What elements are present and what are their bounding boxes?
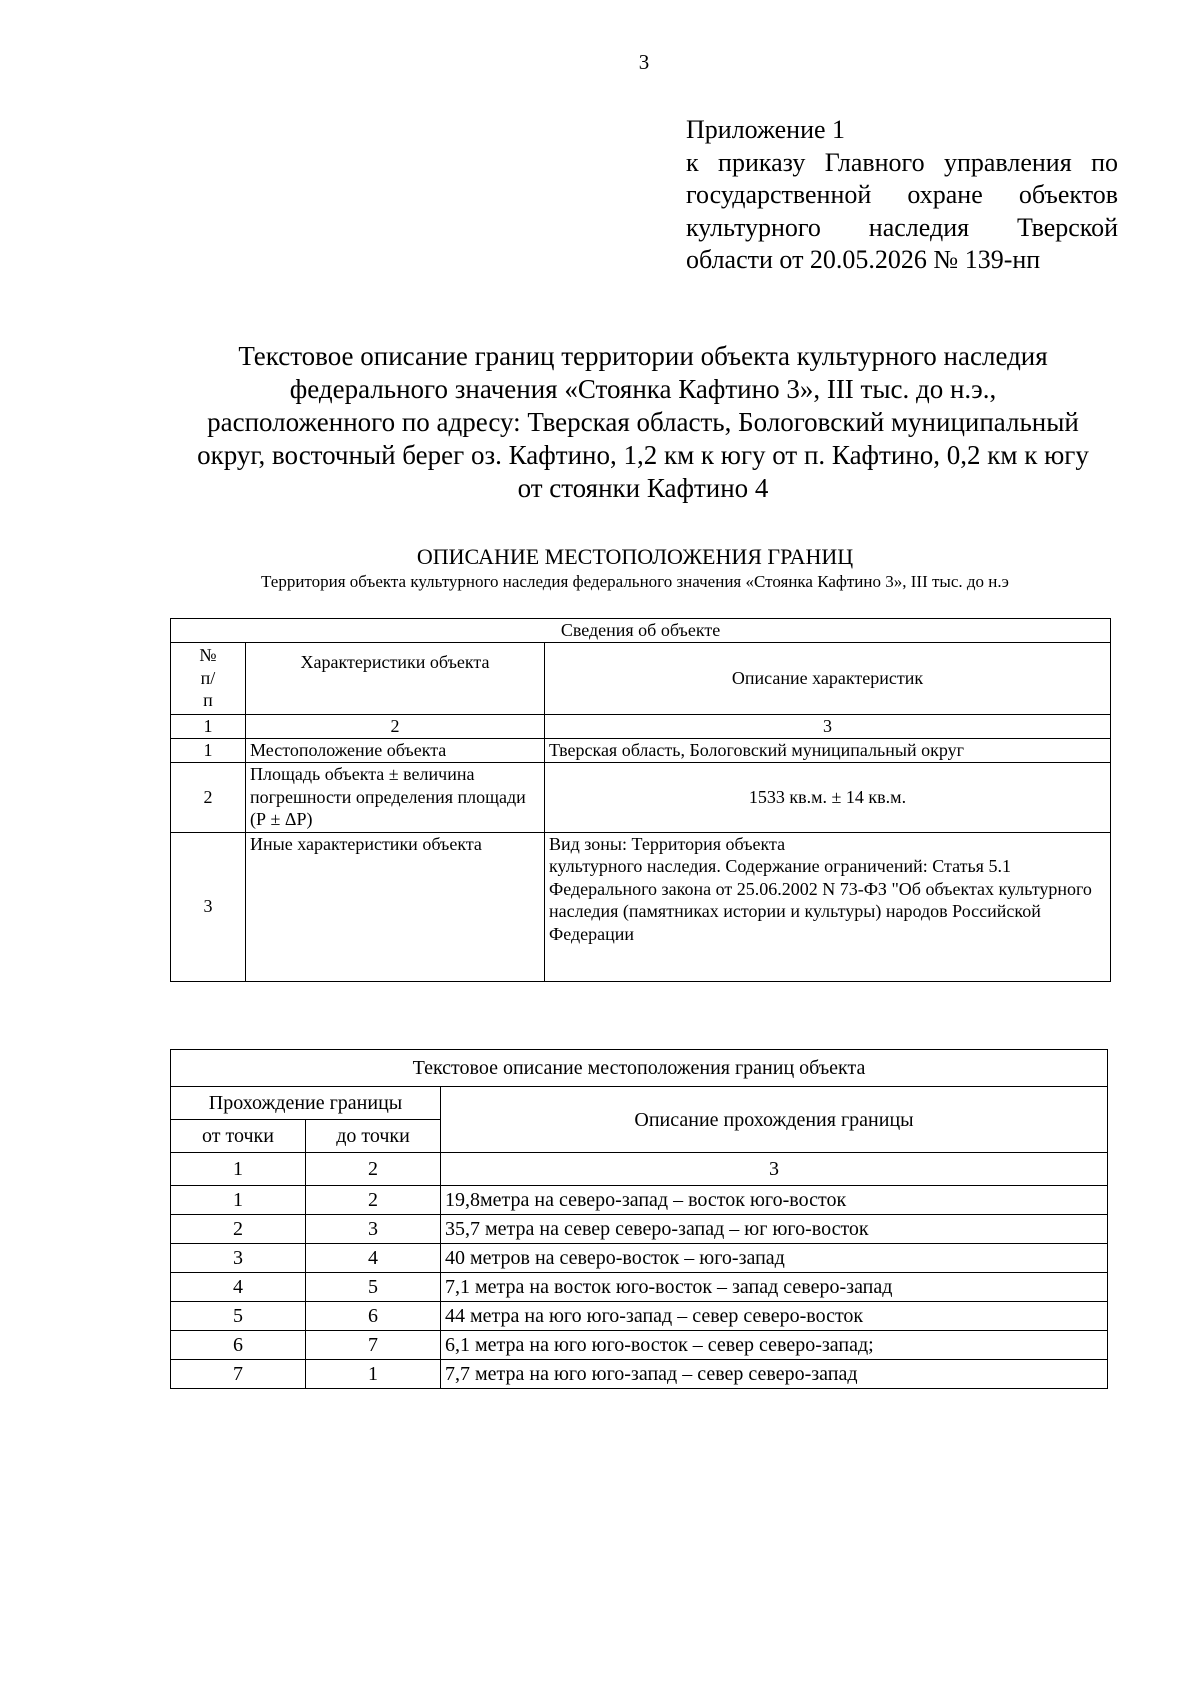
row-characteristic: Местоположение объекта — [246, 738, 545, 762]
header-description: Описание характеристик — [545, 642, 1111, 714]
index-cell: 2 — [246, 714, 545, 738]
boundary-description: 35,7 метра на север северо-запад – юг юго-восток — [441, 1215, 1108, 1244]
title-line-4: округ, восточный берег оз. Кафтино, 1,2 км к югу от п. Кафтино, 0,2 км к югу — [197, 440, 1089, 470]
to-point: 2 — [306, 1186, 441, 1215]
boundary-description: 7,7 метра на юго юго-запад – север северо-запад — [441, 1360, 1108, 1389]
table-row — [171, 1244, 1108, 1273]
table-row — [171, 1331, 1108, 1360]
header-boundary-description: Описание прохождения границы — [441, 1087, 1108, 1153]
object-info-table — [170, 618, 1111, 982]
from-point: 3 — [171, 1244, 306, 1273]
row-description — [545, 832, 1111, 981]
table-row — [171, 1186, 1108, 1215]
table-row — [171, 762, 1111, 832]
table-row — [171, 1360, 1108, 1389]
table-row — [171, 1302, 1108, 1331]
row-num: 3 — [171, 832, 246, 981]
boundary-description: 40 метров на северо-восток – юго-запад — [441, 1244, 1108, 1273]
from-point: 6 — [171, 1331, 306, 1360]
header-from-point: от точки — [171, 1120, 306, 1153]
row-num: 1 — [171, 738, 246, 762]
from-point: 5 — [171, 1302, 306, 1331]
row-description-line-1: Вид зоны: Территория объекта — [549, 833, 786, 854]
header-num-line-2: п/ — [200, 667, 216, 688]
to-point: 4 — [306, 1244, 441, 1273]
appendix-block — [686, 114, 1118, 277]
appendix-reference: к приказу Главного управления по государственной охране объектов культурного наследия Тверской области от 20.05.2026 № 139-нп — [686, 147, 1118, 274]
section-subheading: Территория объекта культурного наследия федерального значения «Стоянка Кафтино 3», III тыс. до н.э — [261, 572, 1009, 591]
appendix-title: Приложение 1 — [686, 115, 846, 144]
from-point: 7 — [171, 1360, 306, 1389]
boundary-table — [170, 1049, 1108, 1389]
to-point: 5 — [306, 1273, 441, 1302]
from-point: 1 — [171, 1186, 306, 1215]
title-line-3: расположенного по адресу: Тверская область, Бологовский муниципальный — [207, 407, 1079, 437]
to-point: 3 — [306, 1215, 441, 1244]
header-num-line-3: п — [203, 690, 213, 711]
from-point: 4 — [171, 1273, 306, 1302]
table-row — [171, 1215, 1108, 1244]
row-description: 1533 кв.м. ± 14 кв.м. — [545, 762, 1111, 832]
header-num-line-1: № — [199, 645, 217, 666]
boundary-table-caption: Текстовое описание местоположения границ объекта — [171, 1050, 1108, 1087]
header-to-point: до точки — [306, 1120, 441, 1153]
index-cell: 1 — [171, 714, 246, 738]
index-cell: 3 — [545, 714, 1111, 738]
row-num: 2 — [171, 762, 246, 832]
index-cell: 3 — [441, 1153, 1108, 1186]
page-number: 3 — [638, 50, 650, 74]
to-point: 1 — [306, 1360, 441, 1389]
row-description: Тверская область, Бологовский муниципальный округ — [545, 738, 1111, 762]
header-characteristic: Характеристики объекта — [246, 642, 545, 714]
section-heading: ОПИСАНИЕ МЕСТОПОЛОЖЕНИЯ ГРАНИЦ — [416, 544, 854, 569]
row-description-line-2: культурного наследия. Содержание ограничений: Статья 5.1 Федерального закона от 25.06.2002 N 73-ФЗ "Об объектах культурного наследия (памятниках истории и культуры) народов Российской Федерации — [549, 856, 1092, 944]
index-cell: 2 — [306, 1153, 441, 1186]
table-row — [171, 832, 1111, 981]
row-characteristic: Площадь объекта ± величина погрешности определения площади (Р ± ΔР) — [246, 762, 545, 832]
title-line-2: федерального значения «Стоянка Кафтино 3», III тыс. до н.э., — [289, 374, 997, 404]
document-title — [150, 340, 1136, 505]
header-num — [171, 642, 246, 714]
to-point: 7 — [306, 1331, 441, 1360]
title-line-1: Текстовое описание границ территории объекта культурного наследия — [238, 341, 1048, 371]
table-row — [171, 1273, 1108, 1302]
boundary-description: 7,1 метра на восток юго-восток – запад северо-запад — [441, 1273, 1108, 1302]
boundary-description: 44 метра на юго юго-запад – север северо-восток — [441, 1302, 1108, 1331]
object-table-caption: Сведения об объекте — [171, 619, 1111, 643]
index-cell: 1 — [171, 1153, 306, 1186]
to-point: 6 — [306, 1302, 441, 1331]
boundary-description: 6,1 метра на юго юго-восток – север северо-запад; — [441, 1331, 1108, 1360]
from-point: 2 — [171, 1215, 306, 1244]
row-characteristic: Иные характеристики объекта — [246, 832, 545, 981]
boundary-description: 19,8метра на северо-запад – восток юго-восток — [441, 1186, 1108, 1215]
table-row — [171, 738, 1111, 762]
header-passage: Прохождение границы — [171, 1087, 441, 1120]
title-line-5: от стоянки Кафтино 4 — [517, 473, 769, 503]
